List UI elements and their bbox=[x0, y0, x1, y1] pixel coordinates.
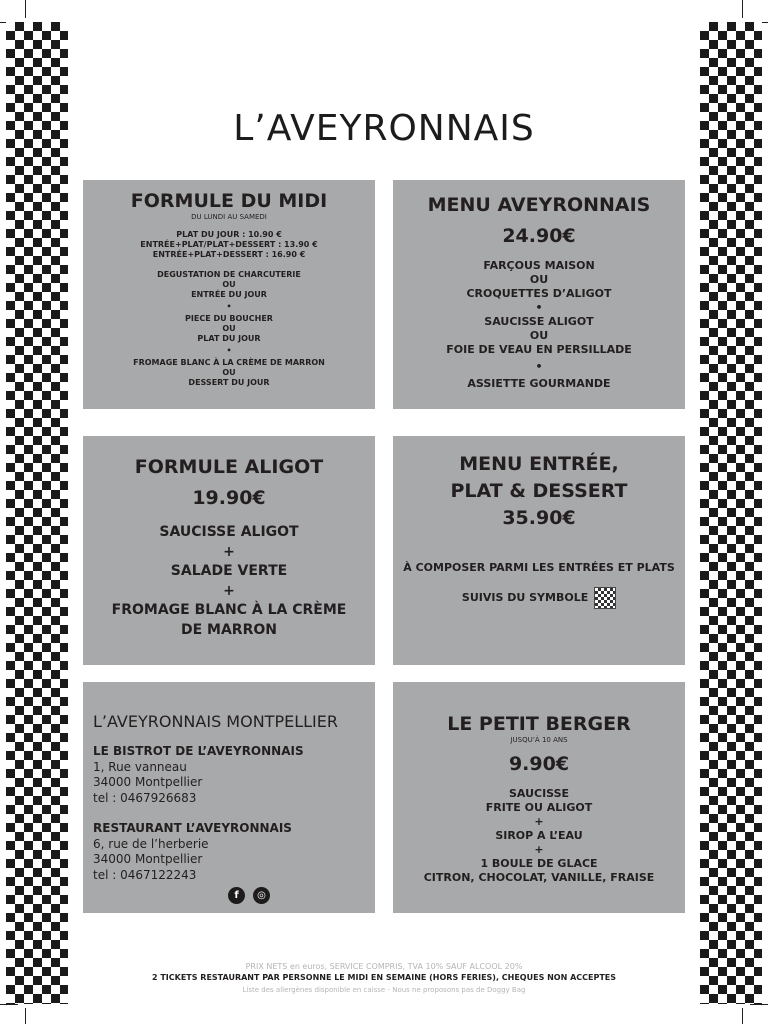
menu-separator: + bbox=[223, 582, 235, 599]
petit-berger-subtitle: JUSQU’À 10 ANS bbox=[510, 736, 568, 744]
crop-mark bbox=[25, 0, 26, 18]
checker-symbol-icon bbox=[594, 587, 616, 609]
menu-item: PIECE DU BOUCHER bbox=[185, 314, 273, 323]
restaurant-phone[interactable]: tel : 0467122243 bbox=[93, 867, 197, 882]
bistrot-street: 1, Rue vanneau bbox=[93, 759, 187, 774]
menu-item: ENTRÉE DU JOUR bbox=[191, 290, 267, 299]
crop-mark bbox=[742, 1008, 743, 1024]
menu-aveyronnais-price: 24.90€ bbox=[502, 225, 576, 247]
formule-midi-title: FORMULE DU MIDI bbox=[130, 190, 328, 212]
bistrot-city: 34000 Montpellier bbox=[93, 775, 203, 789]
menu-entree-text: SUIVIS DU SYMBOLE bbox=[461, 591, 589, 604]
menu-separator: OU bbox=[529, 329, 549, 342]
formule-aligot-title: FORMULE ALIGOT bbox=[134, 456, 324, 478]
restaurant-street: 6, rue de l’herberie bbox=[93, 836, 209, 851]
menu-item: FROMAGE BLANC À LA CRÈME bbox=[111, 602, 347, 618]
menu-separator: • bbox=[535, 301, 543, 314]
restaurant-city: 34000 Montpellier bbox=[93, 852, 203, 866]
menu-entree-card bbox=[393, 436, 685, 665]
restaurant-logo: L’AVEYRONNAIS bbox=[233, 108, 535, 149]
menu-separator: OU bbox=[222, 368, 236, 377]
formule-aligot-card bbox=[83, 436, 375, 665]
crop-mark bbox=[742, 0, 743, 18]
menu-item: SAUCISSE bbox=[508, 787, 570, 800]
menu-item: CROQUETTES D’ALIGOT bbox=[466, 287, 612, 300]
contact-title: L’AVEYRONNAIS MONTPELLIER bbox=[93, 712, 338, 731]
formule-aligot-price: 19.90€ bbox=[192, 487, 266, 509]
instagram-icon[interactable]: ◎ bbox=[253, 887, 270, 904]
menu-item: SAUCISSE ALIGOT bbox=[159, 524, 299, 540]
crop-mark bbox=[750, 1004, 768, 1005]
menu-item: DEGUSTATION DE CHARCUTERIE bbox=[157, 270, 301, 279]
formule-midi-price: ENTRÉE+PLAT+DESSERT : 16.90 € bbox=[152, 250, 306, 259]
menu-item: FARÇOUS MAISON bbox=[483, 259, 595, 272]
menu-item: SALADE VERTE bbox=[170, 563, 288, 579]
footer-prices-note: PRIX NETS en euros, SERVICE COMPRIS, TVA 10% SAUF ALCOOL 20% bbox=[245, 962, 523, 971]
menu-separator: + bbox=[223, 543, 235, 560]
checker-border-left bbox=[6, 22, 68, 1004]
menu-item: ASSIETTE GOURMANDE bbox=[467, 377, 611, 390]
menu-item: CITRON, CHOCOLAT, VANILLE, FRAISE bbox=[423, 871, 655, 884]
crop-mark bbox=[0, 1004, 18, 1005]
menu-separator: + bbox=[534, 815, 544, 828]
menu-aveyronnais-card bbox=[393, 180, 685, 409]
footer-allergens-note: Liste des allergènes disponible en caisse - Nous ne proposons pas de Doggy Bag bbox=[242, 986, 526, 994]
bistrot-phone[interactable]: tel : 0467926683 bbox=[93, 790, 197, 805]
menu-item: DE MARRON bbox=[180, 621, 277, 638]
menu-item: SIROP A L’EAU bbox=[495, 829, 583, 842]
formule-midi-price: ENTRÉE+PLAT/PLAT+DESSERT : 13.90 € bbox=[140, 240, 318, 249]
menu-entree-title: MENU ENTRÉE, bbox=[459, 453, 619, 475]
crop-mark bbox=[25, 1008, 26, 1024]
checker-border-right bbox=[700, 22, 762, 1004]
contact-card bbox=[83, 682, 375, 913]
restaurant-name: RESTAURANT L’AVEYRONNAIS bbox=[93, 821, 292, 835]
petit-berger-title: LE PETIT BERGER bbox=[447, 713, 631, 735]
petit-berger-price: 9.90€ bbox=[508, 753, 570, 775]
bistrot-name: LE BISTROT DE L’AVEYRONNAIS bbox=[93, 744, 304, 758]
menu-item: DESSERT DU JOUR bbox=[188, 378, 270, 387]
menu-item: FOIE DE VEAU EN PERSILLADE bbox=[446, 343, 632, 356]
formule-midi-price: PLAT DU JOUR : 10.90 € bbox=[176, 230, 282, 239]
menu-entree-text: À COMPOSER PARMI LES ENTRÉES ET PLATS bbox=[403, 561, 675, 574]
petit-berger-card bbox=[393, 682, 685, 913]
menu-aveyronnais-title: MENU AVEYRONNAIS bbox=[427, 194, 651, 216]
facebook-icon[interactable]: f bbox=[228, 887, 245, 904]
menu-separator: • bbox=[535, 360, 543, 373]
menu-entree-title: PLAT & DESSERT bbox=[450, 480, 628, 502]
formule-midi-subtitle: DU LUNDI AU SAMEDI bbox=[191, 213, 267, 221]
menu-separator: OU bbox=[529, 273, 549, 286]
menu-item: FRITE OU ALIGOT bbox=[485, 801, 593, 814]
footer-tickets-note: 2 TICKETS RESTAURANT PAR PERSONNE LE MIDI EN SEMAINE (HORS FERIES), CHEQUES NON ACCEPTES bbox=[151, 973, 617, 982]
menu-item: 1 BOULE DE GLACE bbox=[480, 857, 598, 870]
menu-separator: + bbox=[534, 843, 544, 856]
menu-separator: • bbox=[226, 302, 232, 311]
menu-item: FROMAGE BLANC À LA CRÈME DE MARRON bbox=[133, 358, 325, 367]
menu-separator: OU bbox=[222, 280, 236, 289]
menu-entree-price: 35.90€ bbox=[502, 507, 576, 529]
menu-item: SAUCISSE ALIGOT bbox=[484, 315, 594, 328]
menu-separator: • bbox=[226, 346, 232, 355]
menu-separator: OU bbox=[222, 324, 236, 333]
formule-midi-card bbox=[83, 180, 375, 409]
menu-item: PLAT DU JOUR bbox=[197, 334, 261, 343]
